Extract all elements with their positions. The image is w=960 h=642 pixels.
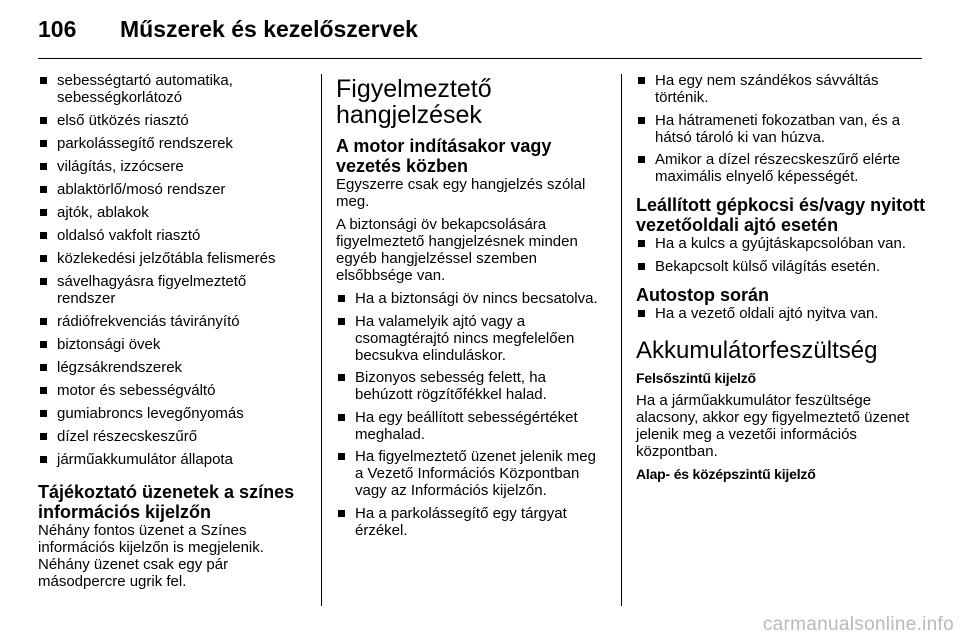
list-item: első ütközés riasztó <box>38 112 308 129</box>
list-item: Ha egy nem szándékos sávváltás történik. <box>636 72 926 106</box>
list-item: Ha a biztonsági öv nincs becsatolva. <box>336 290 606 307</box>
list-item: sebességtartó automatika, sebességkorlátozó <box>38 72 308 106</box>
section-heading-info-messages: Tájékoztató üzenetek a színes információs kijelzőn <box>38 482 295 522</box>
list-item: légzsákrendszerek <box>38 359 308 376</box>
list-item: Bekapcsolt külső világítás esetén. <box>636 258 926 275</box>
list-item: biztonsági övek <box>38 336 308 353</box>
list-item: közlekedési jelzőtábla felismerés <box>38 250 308 267</box>
list-item: Ha valamelyik ajtó vagy a csomagtérajtó nincs megfelelően becsukva elinduláskor. <box>336 313 606 364</box>
column-divider-right <box>621 74 622 606</box>
autostop-conditions-list <box>636 305 926 322</box>
list-item: Bizonyos sebesség felett, ha behúzott rögzítőfékkel halad. <box>336 369 606 403</box>
column-3 <box>636 72 926 483</box>
feature-list <box>38 72 308 468</box>
list-item: ajtók, ablakok <box>38 204 308 221</box>
list-item: oldalsó vakfolt riasztó <box>38 227 308 244</box>
list-item: világítás, izzócsere <box>38 158 308 175</box>
paragraph-battery-low: Ha a járműakkumulátor feszültsége alacsony, akkor egy figyelmeztető üzenet jelenik meg a vezetői információs központban. <box>636 391 910 460</box>
list-item: ablaktörlő/mosó rendszer <box>38 181 308 198</box>
section-text-info-messages: Néhány fontos üzenet a Színes információs kijelzőn is megjelenik. Néhány üzenet csak egy pár másodpercre ugrik fel. <box>38 522 264 590</box>
page-number: 106 <box>38 16 77 42</box>
list-item: járműakkumulátor állapota <box>38 451 308 468</box>
paragraph-one-chime: Egyszerre csak egy hangjelzés szólal meg. <box>336 176 586 210</box>
list-item: gumiabroncs levegőnyomás <box>38 405 308 422</box>
chime-conditions-list-continued <box>636 72 926 185</box>
heading-autostop: Autostop során <box>636 284 769 305</box>
list-item: Ha figyelmeztető üzenet jelenik meg a Vezető Információs Központban vagy az Információs kijelzőn. <box>336 448 606 499</box>
section-title-warning-chimes: Figyelmeztető hangjelzések <box>336 75 492 129</box>
list-item: Ha egy beállított sebességértéket meghalad. <box>336 409 606 443</box>
list-item: rádiófrekvenciás távirányító <box>38 313 308 330</box>
subheading-engine-start: A motor indításakor vagy vezetés közben <box>336 136 552 176</box>
section-title-battery-voltage: Akkumulátorfeszültség <box>636 336 878 364</box>
list-item: Ha hátrameneti fokozatban van, és a hátsó tároló ki van húzva. <box>636 112 926 146</box>
parked-conditions-list <box>636 235 926 275</box>
chime-conditions-list <box>336 290 606 539</box>
heading-upper-level-display: Felsőszintű kijelző <box>636 369 756 386</box>
list-item: Ha a vezető oldali ajtó nyitva van. <box>636 305 926 322</box>
column-divider-left <box>321 74 322 606</box>
list-item: Ha a kulcs a gyújtáskapcsolóban van. <box>636 235 926 252</box>
column-2 <box>336 76 606 544</box>
heading-parked-vehicle: Leállított gépkocsi és/vagy nyitott vezetőoldali ajtó esetén <box>636 195 926 235</box>
heading-base-mid-level-display: Alap- és középszintű kijelző <box>636 465 816 482</box>
list-item: motor és sebességváltó <box>38 382 308 399</box>
watermark: carmanualsonline.info <box>762 614 954 635</box>
list-item: Amikor a dízel részecskeszűrő elérte maximális elnyelő képességét. <box>636 151 926 185</box>
column-1 <box>38 72 308 596</box>
page-header <box>38 12 922 56</box>
list-item: parkolássegítő rendszerek <box>38 135 308 152</box>
list-item: dízel részecskeszűrő <box>38 428 308 445</box>
header-rule <box>38 58 922 59</box>
list-item: sávelhagyásra figyelmeztető rendszer <box>38 273 308 307</box>
paragraph-seatbelt-priority: A biztonsági öv bekapcsolására figyelmeztető hangjelzésnek minden egyéb hangjelzéssel szemben elsőbbsége van. <box>336 216 578 284</box>
page-title: Műszerek és kezelőszervek <box>120 16 418 42</box>
list-item: Ha a parkolássegítő egy tárgyat érzékel. <box>336 505 606 539</box>
